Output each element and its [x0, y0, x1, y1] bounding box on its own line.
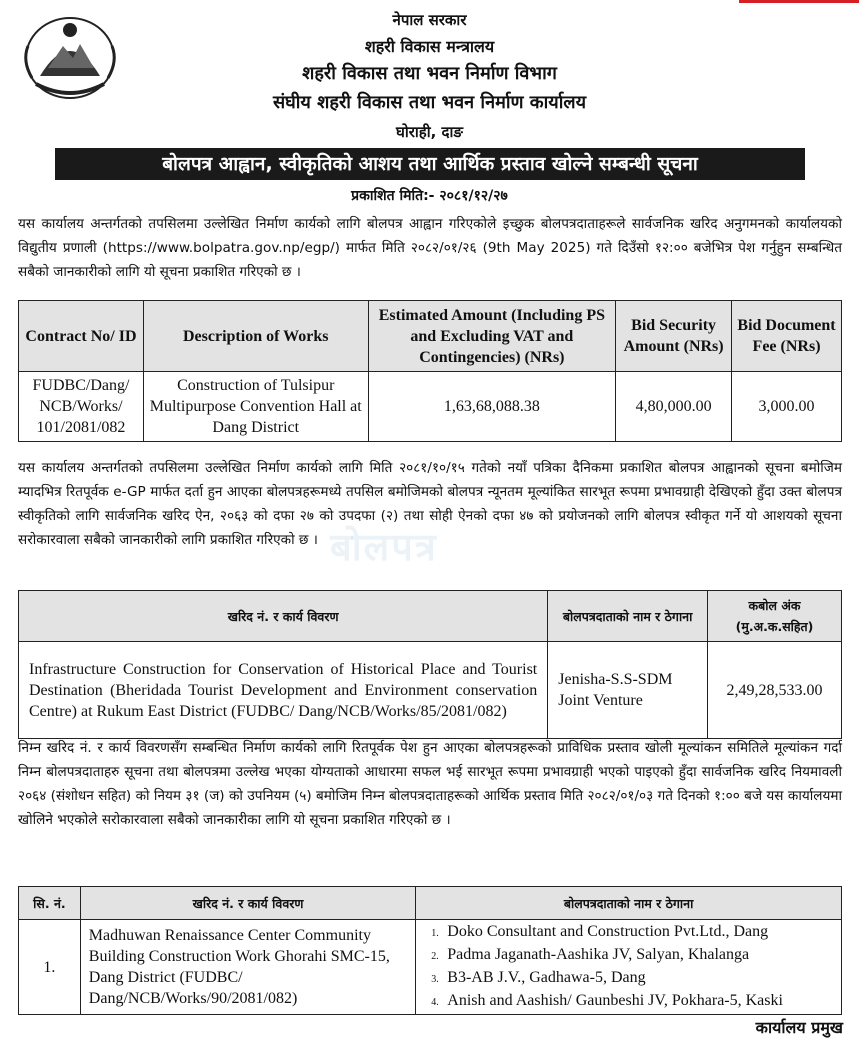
column-header-contract-no: Contract No/ ID — [19, 301, 144, 372]
table-row — [19, 920, 842, 1015]
column-header-procurement-description: खरिद नं. र कार्य विवरण — [19, 591, 548, 642]
invitation-paragraph: यस कार्यालय अन्तर्गतको तपसिलमा उल्लेखित निर्माण कार्यको लागि बोलपत्र आह्वान गरिएकोले इच्छुक बोलपत्रदाताहरूले सार्वजनिक खरिद अनुगमनको कार्यालयको विद्युतीय प्रणाली (https://www.bolpatra.gov.np/egp/) मार्फत मिति २०८२/०१/२६ (9th May 2025) गते दिउँसो १२:०० बजेभित्र पेश गर्नुहुन सम्बन्धित सबैको जानकारीको लागि यो सूचना प्रकाशित गरिएको छ । — [18, 216, 842, 280]
header-location: घोराही, दाङ — [396, 123, 463, 141]
bidder-cell: Jenisha-S.S-SDM Joint Venture — [548, 642, 708, 739]
column-header-procurement-description: खरिद नं. र कार्य विवरण — [80, 887, 415, 920]
bid-fee-cell: 3,000.00 — [732, 372, 842, 442]
notice-title-banner: बोलपत्र आह्वान, स्वीकृतिको आशय तथा आर्थिक प्रस्ताव खोल्ने सम्बन्धी सूचना — [55, 148, 805, 180]
estimated-amount-cell: 1,63,68,088.38 — [368, 372, 616, 442]
top-accent-bar — [739, 0, 859, 3]
column-header-bidder-name-address: बोलपत्रदाताको नाम र ठेगाना — [548, 591, 708, 642]
procurement-description-cell: Madhuwan Renaissance Center Community Building Construction Work Ghorahi SMC-15, Dang District (FUDBC/ Dang/NCB/Works/90/2081/082) — [80, 920, 415, 1015]
column-header-quoted-amount: कबोल अंक (मु.अ.क.सहित) — [708, 591, 842, 642]
quoted-amount-cell: 2,49,28,533.00 — [708, 642, 842, 739]
column-header-estimated-amount: Estimated Amount (Including PS and Excluding VAT and Contingencies) (NRs) — [368, 301, 616, 372]
list-item: 4. Anish and Aashish/ Gaunbeshi JV, Pokhara-5, Kaski — [431, 992, 783, 1009]
column-header-description: Description of Works — [143, 301, 368, 372]
bid-security-cell: 4,80,000.00 — [616, 372, 732, 442]
list-item: 2. Padma Jaganath-Aashika JV, Salyan, Khalanga — [431, 946, 750, 963]
financial-proposal-paragraph: निम्न खरिद नं. र कार्य विवरणसँग सम्बन्धित निर्माण कार्यको लागि रितपूर्वक पेश हुन आएका बोलपत्रहरूको प्राविधिक प्रस्ताव खोली मूल्यांकन समितिले मूल्यांकन गर्दा निम्न बोलपत्रदाताहरु सूचना तथा बोलपत्रमा उल्लेख भएका योग्यताको आधारमा सफल भई सारभूत रूपमा प्रभावग्राही भएको पाइएको हुँदा सार्वजनिक खरिद नियमावली २०६४ (संशोधन सहित) को नियम ३१ (ज) को उपनियम (५) बमोजिम निम्न बोलपत्रदाताहरूको आर्थिक प्रस्ताव मिति २०८२/०१/०३ गते दिनको १:०० बजे यस कार्यालयमा खोलिने भएकोले सरोकारवाला सबैको जानकारीका लागि यो सूचना प्रकाशित गरिएको छ । — [18, 740, 842, 828]
column-header-bidder-name-address: बोलपत्रदाताको नाम र ठेगाना — [416, 887, 842, 920]
sn-cell: 1. — [19, 920, 81, 1015]
column-header-sn: सि. नं. — [19, 887, 81, 920]
office-head-signature: कार्यालय प्रमुख — [755, 1018, 843, 1037]
table-row — [19, 642, 842, 739]
table-row — [19, 372, 842, 442]
bidders-list-cell — [416, 920, 842, 1015]
list-item: 3. B3-AB J.V., Gadhawa-5, Dang — [431, 969, 646, 986]
list-item: 1. Doko Consultant and Construction Pvt.Ltd., Dang — [431, 923, 769, 940]
column-header-bid-fee: Bid Document Fee (NRs) — [732, 301, 842, 372]
intent-to-award-table — [18, 590, 842, 739]
header-ministry: शहरी विकास मन्त्रालय — [364, 37, 495, 56]
header-department: शहरी विकास तथा भवन निर्माण विभाग — [302, 63, 557, 84]
published-date: प्रकाशित मिति:- २०८१/१२/२७ — [351, 188, 508, 204]
financial-opening-table — [18, 886, 842, 1015]
intent-to-award-paragraph: यस कार्यालय अन्तर्गतको तपसिलमा उल्लेखित निर्माण कार्यको लागि मिति २०८१/१०/१५ गतेको नयाँ पत्रिका दैनिकमा प्रकाशित बोलपत्र आह्वानको सूचना बमोजिम म्यादभित्र रितपूर्वक e-GP मार्फत दर्ता हुन आएका बोलपत्रहरूमध्ये तपसिल बमोजिमको बोलपत्र न्यूनतम मूल्यांकित सारभूत रूपमा प्रभावग्राही देखिएको हुँदा उक्त बोलपत्र स्वीकृतिको लागि सार्वजनिक खरिद ऐन, २०६३ को दफा २७ को उपदफा (२) तथा सोही ऐनको दफा ४७ को प्रयोजनको लागि बोलपत्र स्वीकृत गर्ने यो आशयको सूचना सरोकारवाला सबैको जानकारीको लागि प्रकाशित गरिएको छ । — [18, 460, 842, 548]
column-header-bid-security: Bid Security Amount (NRs) — [616, 301, 732, 372]
contract-no-cell: FUDBC/Dang/ NCB/Works/ 101/2081/082 — [19, 372, 144, 442]
procurement-description-cell: Infrastructure Construction for Conservation of Historical Place and Tourist Destination (Bheridada Tourist Development and Environment conservation Centre) at Rukum East District (FUDBC/ Dang/NCB/Works/85/2081/082) — [19, 642, 548, 739]
bid-invitation-table — [18, 300, 842, 442]
header-office: संघीय शहरी विकास तथा भवन निर्माण कार्यालय — [272, 92, 587, 113]
description-cell: Construction of Tulsipur Multipurpose Convention Hall at Dang District — [143, 372, 368, 442]
watermark: बोलपत्र — [330, 525, 438, 569]
header-government: नेपाल सरकार — [392, 11, 467, 29]
